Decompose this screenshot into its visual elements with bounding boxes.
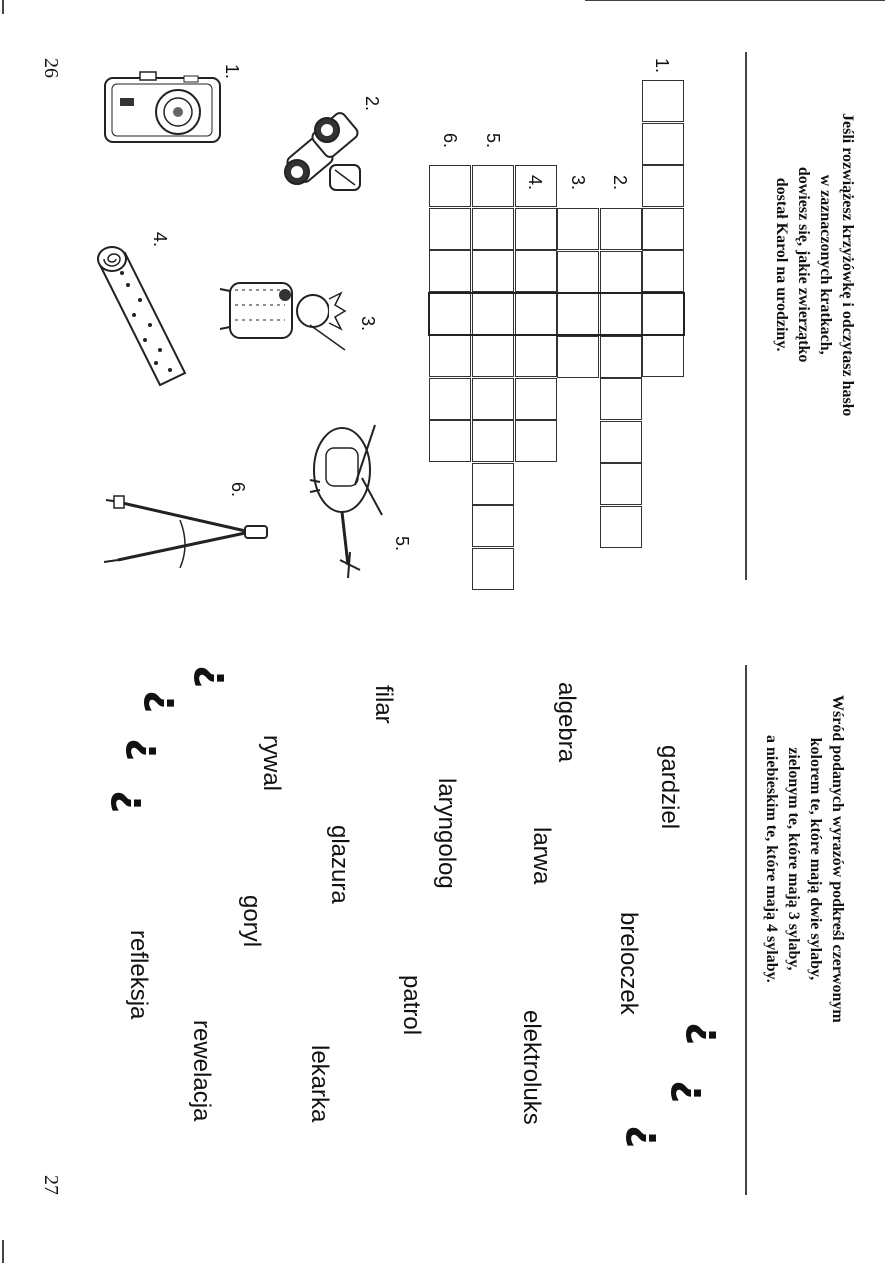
- crossword-cell[interactable]: [472, 165, 514, 207]
- word-gardziel: gardziel: [656, 745, 683, 830]
- clue-number-6: 6.: [440, 133, 460, 149]
- question-mark-icon: ¿: [684, 1022, 730, 1046]
- crossword-cell[interactable]: [515, 208, 557, 250]
- clue-number-2: 2.: [610, 175, 630, 191]
- word-goryl: goryl: [238, 895, 265, 948]
- instruction-line: Wśród podanych wyrazów podkreśl czerwonym: [829, 695, 846, 1023]
- instruction-line: dowiesz się, jakie zwierzątko: [795, 166, 812, 363]
- crossword-cell[interactable]: [642, 208, 684, 250]
- question-mark-icon: ¿: [109, 790, 155, 814]
- crossword-cell[interactable]: [642, 80, 684, 122]
- crossword-cell[interactable]: [600, 251, 642, 293]
- word-rewelacja: rewelacja: [188, 1020, 215, 1122]
- crossword-cell[interactable]: [642, 123, 684, 165]
- picture-number-3: 3.: [358, 316, 378, 332]
- crossword-instruction: [770, 113, 858, 416]
- instruction-line: dostał Karol na urodziny.: [773, 177, 790, 352]
- crossword-cell[interactable]: [472, 548, 514, 590]
- instruction-line: Jeśli rozwiążesz krzyżówkę i odczytasz hasło: [839, 113, 856, 417]
- cake-roll-icon: [90, 245, 195, 400]
- instruction-line: w zaznaczonych kratkach,: [817, 174, 834, 355]
- word-breloczek: breloczek: [615, 912, 642, 1015]
- crossword-cell[interactable]: [472, 335, 514, 377]
- word-elektroluks: elektroluks: [518, 1010, 545, 1125]
- clue-number-4: 4.: [525, 175, 545, 191]
- crossword-cell[interactable]: [557, 336, 599, 378]
- page-number-right: 27: [40, 1175, 62, 1195]
- king-icon: [215, 265, 350, 355]
- word-algebra: algebra: [553, 682, 580, 763]
- crossword-cell[interactable]: [472, 420, 514, 462]
- crossword-cell[interactable]: [429, 208, 471, 250]
- crossword-cell[interactable]: [429, 250, 471, 292]
- word-larwa: larwa: [528, 827, 555, 885]
- word-rywal: rywal: [258, 735, 285, 792]
- divider-line: [745, 665, 747, 1195]
- word-refleksja: refleksja: [125, 930, 152, 1020]
- question-mark-icon: ¿: [142, 690, 188, 714]
- picture-number-5: 5.: [392, 536, 412, 552]
- picture-number-1: 1.: [222, 64, 242, 80]
- word-glazura: glazura: [326, 825, 353, 904]
- crossword-cell[interactable]: [429, 335, 471, 377]
- syllables-instruction: [760, 695, 848, 1023]
- crossword-cell[interactable]: [515, 378, 557, 420]
- question-mark-icon: ¿: [124, 738, 170, 762]
- crossword-cell[interactable]: [600, 421, 642, 463]
- crossword-cell[interactable]: [472, 250, 514, 292]
- instruction-line: zielonym te, które mają 3 sylaby,: [785, 747, 802, 971]
- crossword-cell[interactable]: [429, 165, 471, 207]
- word-patrol: patrol: [398, 975, 425, 1036]
- camera-icon: [100, 70, 225, 150]
- margin-mark: [2, 0, 4, 14]
- clue-number-3: 3.: [568, 175, 588, 191]
- solution-highlight: [428, 292, 685, 336]
- helicopter-icon: [300, 420, 390, 580]
- crossword-cell[interactable]: [600, 463, 642, 505]
- question-mark-icon: ¿: [192, 665, 238, 689]
- clue-number-5: 5.: [483, 133, 503, 149]
- top-rule: [585, 0, 885, 1]
- crossword-cell[interactable]: [472, 208, 514, 250]
- instruction-line: kolorem te, które mają dwie sylaby,: [807, 737, 824, 981]
- crossword-cell[interactable]: [642, 165, 684, 207]
- crossword-cell[interactable]: [515, 420, 557, 462]
- crossword-cell[interactable]: [429, 420, 471, 462]
- picture-number-4: 4.: [150, 232, 170, 248]
- crossword-cell[interactable]: [557, 208, 599, 250]
- margin-mark: [2, 1240, 4, 1263]
- question-mark-icon: ¿: [624, 1125, 670, 1149]
- crossword-cell[interactable]: [600, 208, 642, 250]
- crossword-cell[interactable]: [600, 378, 642, 420]
- crossword-cell[interactable]: [472, 463, 514, 505]
- picture-number-6: 6.: [228, 482, 248, 498]
- clue-number-1: 1.: [652, 58, 672, 74]
- page-number-left: 26: [40, 58, 62, 78]
- compass-icon: [100, 490, 275, 575]
- picture-number-2: 2.: [362, 96, 382, 112]
- divider-line: [745, 52, 747, 580]
- crossword-cell[interactable]: [642, 250, 684, 292]
- binoculars-icon: [275, 110, 375, 210]
- crossword-cell[interactable]: [600, 336, 642, 378]
- instruction-line: a niebieskim te, które mają 4 sylaby.: [763, 735, 780, 983]
- question-mark-icon: ¿: [669, 1080, 715, 1104]
- crossword-cell[interactable]: [515, 335, 557, 377]
- crossword-cell[interactable]: [600, 506, 642, 548]
- crossword-cell[interactable]: [472, 378, 514, 420]
- crossword-cell[interactable]: [429, 378, 471, 420]
- crossword-cell[interactable]: [472, 505, 514, 547]
- crossword-cell[interactable]: [642, 335, 684, 377]
- crossword-cell[interactable]: [557, 251, 599, 293]
- word-filar: filar: [370, 685, 397, 724]
- crossword-cell[interactable]: [515, 250, 557, 292]
- word-laryngolog: laryngolog: [433, 778, 460, 889]
- word-lekarka: lekarka: [306, 1045, 333, 1123]
